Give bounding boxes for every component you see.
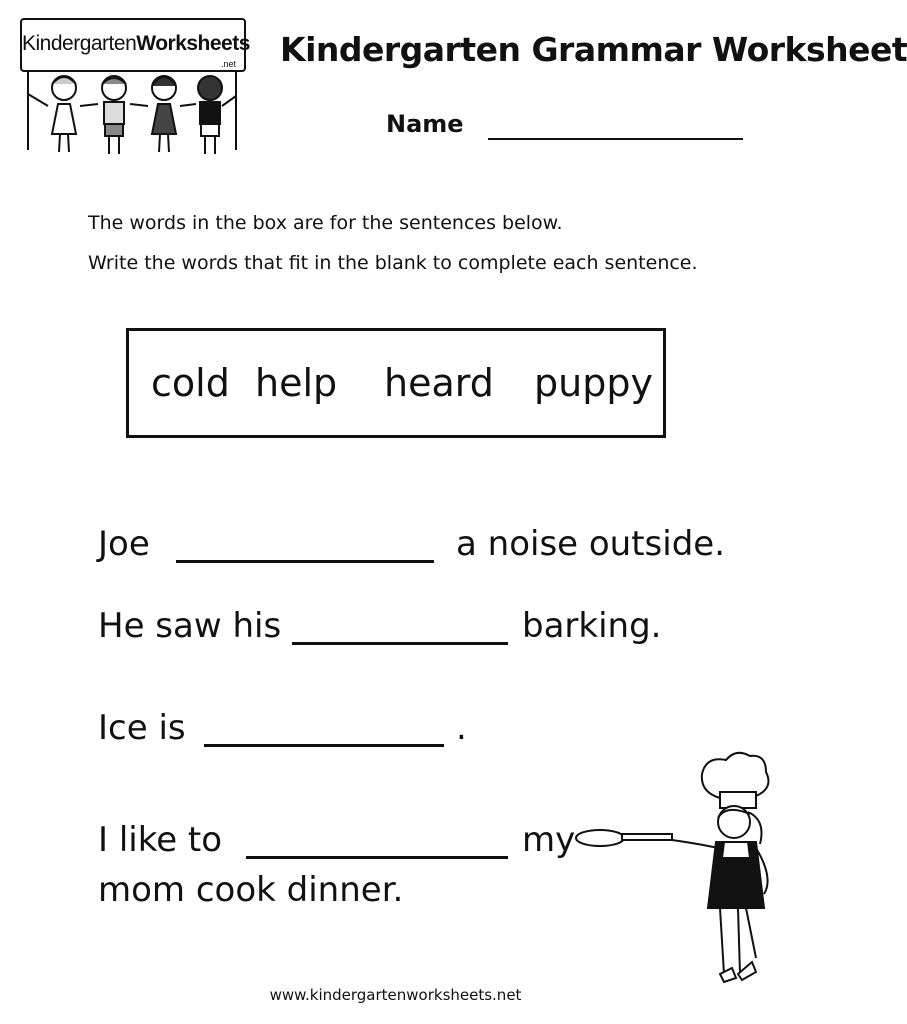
footer-url[interactable]: www.kindergartenworksheets.net [269,986,522,1004]
logo-text-part2: Worksheets [136,32,250,55]
instruction-line-2: Write the words that fit in the blank to complete each sentence. [88,252,698,274]
worksheet-title: Kindergarten Grammar Worksheet [280,30,907,69]
instruction-line-1: The words in the box are for the sentences below. [88,212,563,234]
kids-illustration [14,8,254,158]
word-box-item: heard [384,361,494,405]
sentence-3-blank[interactable] [204,744,444,747]
sentence-3-before: Ice is [98,708,186,748]
sentence-4-line2: mom cook dinner. [98,870,404,910]
word-box-item: puppy [534,361,653,405]
sentence-4-after: my [522,820,576,860]
sentence-1-blank[interactable] [176,560,434,563]
sentence-1-after: a noise outside. [456,524,726,564]
sentence-2-after: barking. [522,606,662,646]
site-logo [14,8,254,158]
word-box-item: cold [151,361,230,405]
sentence-3-after: . [456,708,467,748]
name-blank-line[interactable] [488,138,743,140]
name-label: Name [386,110,464,138]
logo-suffix: .net [220,59,236,69]
word-box [126,328,666,438]
logo-text-part1: Kindergarten [22,32,137,55]
sentence-4-before: I like to [98,820,223,860]
chef-girl-illustration [560,748,780,988]
sentence-2-blank[interactable] [292,642,508,645]
sentence-1-before: Joe [98,524,150,564]
sentence-4-blank[interactable] [246,856,508,859]
word-box-item: help [255,361,338,405]
sentence-2-before: He saw his [98,606,282,646]
